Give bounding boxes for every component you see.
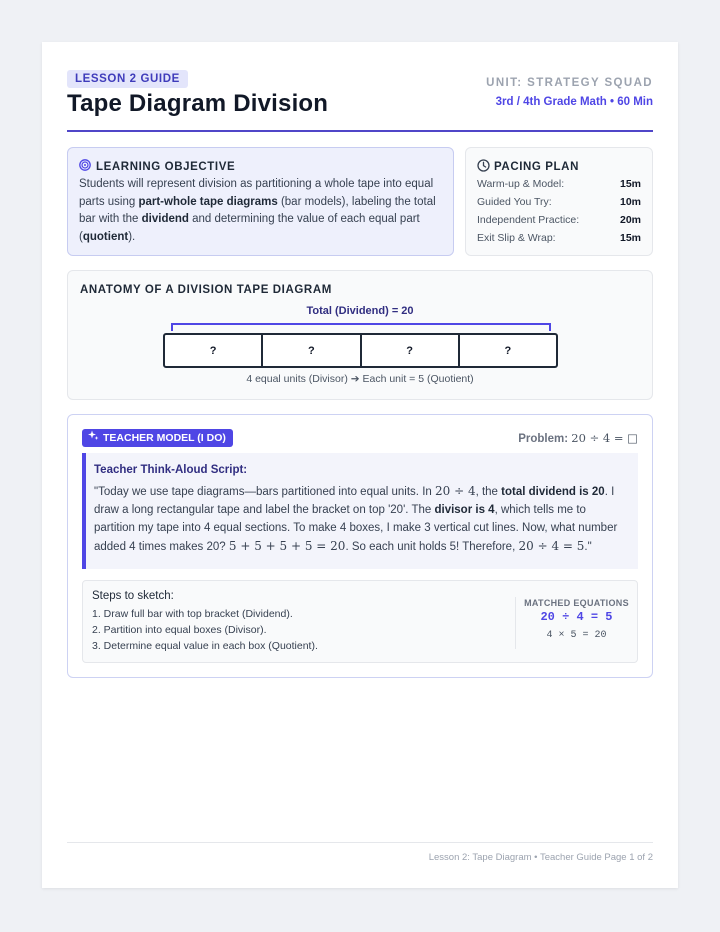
teacher-model-card (67, 414, 653, 678)
step-item: 1. Draw full bar with top bracket (Dividend). (92, 608, 293, 620)
objective-heading-text: LEARNING OBJECTIVE (96, 160, 236, 173)
teacher-model-tag (82, 429, 233, 447)
objective-heading (79, 159, 235, 174)
pacing-row: Warm-up & Model: 15m (477, 178, 641, 190)
problem-label: Problem: 20 ÷ 4 = □ (518, 431, 638, 445)
tape-unit: ? (165, 335, 263, 366)
tape-unit: ? (504, 344, 512, 357)
tape-caption: 4 equal units (Divisor) ➔ Each unit = 5 (Quotient) (246, 373, 474, 385)
pacing-heading-text: PACING PLAN (494, 161, 579, 173)
matched-equations-heading: MATCHED EQUATIONS (524, 598, 629, 608)
page-title: Tape Diagram Division (67, 90, 329, 117)
tape-diagram (163, 333, 558, 368)
learning-objective-card (67, 147, 454, 256)
grade-label: 3rd / 4th Grade Math • 60 Min (495, 96, 653, 108)
tape-unit: ? (362, 335, 460, 366)
anatomy-card (67, 270, 653, 400)
lesson-badge: LESSON 2 GUIDE (67, 70, 188, 88)
clock-icon (477, 159, 490, 175)
script-text: "Today we use tape diagrams—bars partitioned into equal units. In 20 ÷ 4, the total dividend is 20. I draw a long rectangular tape and label the bracket on top '20'. The divisor is 4, which tells me to partition my tape into 4 equal sections. To make 4 boxes, I make 3 vertical cut lines. Now, what number added 4 times makes 20? 5 + 5 + 5 + 5 = 20. So each unit holds 5! Therefore, 20 ÷ 4 = 5." (94, 484, 618, 553)
step-item: 3. Determine equal value in each box (Quotient). (92, 640, 318, 652)
multiplication-equation: 4 × 5 = 20 (546, 630, 607, 641)
target-icon (79, 159, 91, 174)
unit-label: UNIT: STRATEGY SQUAD (486, 77, 653, 89)
division-equation: 20 ÷ 4 = 5 (540, 610, 613, 624)
page (42, 42, 678, 888)
steps-box (82, 580, 638, 663)
objective-text: Students will represent division as partitioning a whole tape into equal parts using part-whole tape diagrams (bar models), labeling the total bar with the dividend and determining the value of each equal part (quotient). (79, 178, 436, 243)
pacing-row: Independent Practice: 20m (477, 214, 641, 226)
total-dividend-label: Total (Dividend) = 20 (306, 305, 414, 317)
footer (67, 842, 653, 863)
teacher-model-tag-text: TEACHER MODEL (I DO) (103, 432, 226, 444)
problem-expression: 20 ÷ 4 = □ (571, 431, 638, 445)
script-heading: Teacher Think-Aloud Script: (94, 464, 248, 476)
anatomy-heading: ANATOMY OF A DIVISION TAPE DIAGRAM (80, 284, 332, 296)
steps-heading: Steps to sketch: (92, 590, 174, 602)
pacing-row: Exit Slip & Wrap: 15m (477, 232, 641, 244)
matched-equations (515, 597, 637, 649)
pacing-row: Guided You Try: 10m (477, 196, 641, 208)
tape-unit: ? (263, 335, 361, 366)
footer-text: Lesson 2: Tape Diagram • Teacher Guide Page 1 of 2 (428, 852, 653, 863)
step-item: 2. Partition into equal boxes (Divisor). (92, 624, 267, 636)
pacing-plan-card (465, 147, 653, 256)
header (67, 70, 653, 132)
pacing-heading (477, 159, 579, 175)
think-aloud-script (82, 453, 638, 569)
sparkle-icon (88, 429, 99, 447)
dividend-bracket (171, 323, 551, 331)
